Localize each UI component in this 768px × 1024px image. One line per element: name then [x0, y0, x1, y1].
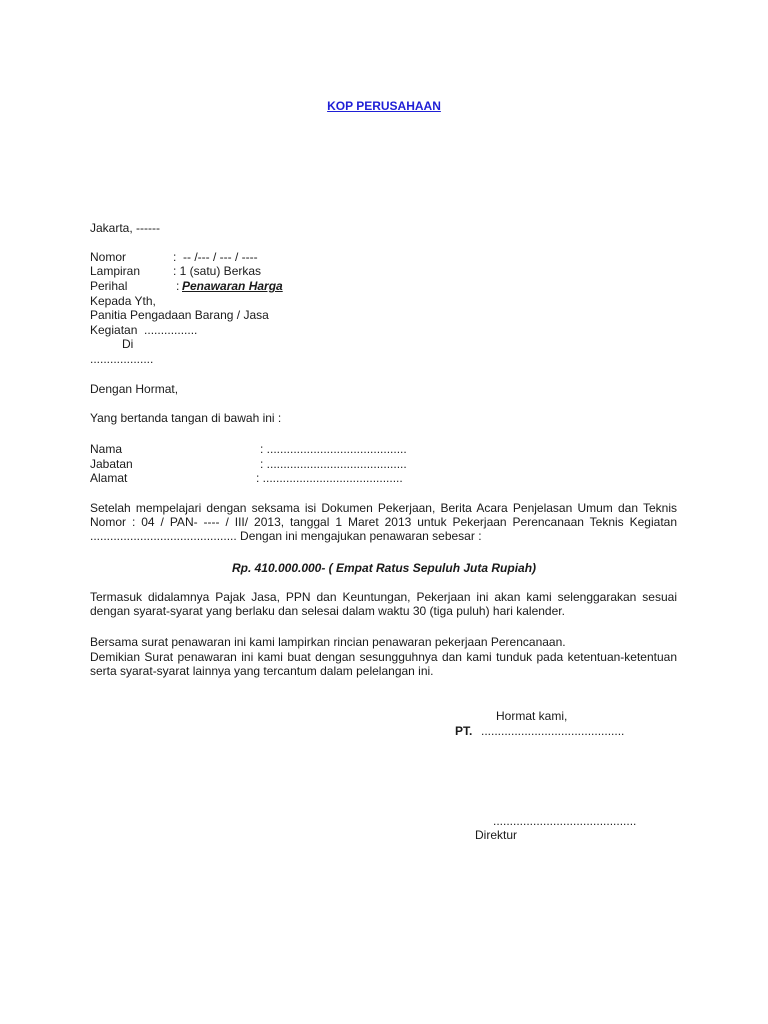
kop-perusahaan-heading[interactable]: KOP PERUSAHAAN — [327, 99, 441, 113]
perihal-value: Penawaran Harga — [182, 279, 283, 293]
paragraph-attachment: Bersama surat penawaran ini kami lampirkan rincian penawaran pekerjaan Perencanaan. — [90, 635, 566, 649]
greeting: Dengan Hormat, — [90, 382, 179, 396]
nomor-value: : -- /--- / --- / ---- — [173, 250, 258, 264]
intro-text: Yang bertanda tangan di bawah ini : — [90, 411, 282, 425]
hormat-kami: Hormat kami, — [496, 709, 568, 723]
pt-label: PT. — [455, 724, 473, 738]
nama-value: : .......................................... — [260, 442, 407, 456]
recipient-line-5: ................... — [90, 352, 154, 366]
perihal-label: Perihal — [90, 279, 128, 293]
paragraph-terms: Termasuk didalamnya Pajak Jasa, PPN dan Keuntungan, Pekerjaan ini akan kami selenggarakan sesuai dengan syarat-syarat yang berlaku dan selesai dalam waktu 30 (tiga puluh) hari kalender. — [90, 590, 677, 618]
recipient-line-2: Panitia Pengadaan Barang / Jasa — [90, 308, 269, 322]
lampiran-value: : 1 (satu) Berkas — [173, 264, 262, 278]
recipient-line-3: Kegiatan ................ — [90, 323, 198, 337]
recipient-line-4: Di — [122, 337, 134, 351]
place-date: Jakarta, ------ — [90, 221, 160, 235]
signature-line: ........................................... — [493, 814, 637, 828]
perihal-colon: : — [176, 279, 180, 293]
paragraph-offer: Setelah mempelajari dengan seksama isi Dokumen Pekerjaan, Berita Acara Penjelasan Umum dan Teknis Nomor : 04 / PAN- ---- / III/ 2013, tanggal 1 Maret 2013 untuk Pekerjaan Perencanaan Teknis Kegiatan ............................................ Dengan ini mengajukan penawaran sebesar : — [90, 501, 677, 543]
alamat-label: Alamat — [90, 471, 128, 485]
lampiran-label: Lampiran — [90, 264, 141, 278]
alamat-value: : .......................................... — [256, 471, 403, 485]
recipient-line-1: Kepada Yth, — [90, 294, 156, 308]
nama-label: Nama — [90, 442, 123, 456]
pt-company-name: ........................................... — [481, 724, 625, 738]
jabatan-value: : .......................................... — [260, 457, 407, 471]
jabatan-label: Jabatan — [90, 457, 133, 471]
nomor-label: Nomor — [90, 250, 127, 264]
signatory-title: Direktur — [475, 828, 518, 842]
paragraph-closing-statement: Demikian Surat penawaran ini kami buat dengan sesungguhnya dan kami tunduk pada ketentuan-ketentuan serta syarat-syarat lainnya yang tercantum dalam pelelangan ini. — [90, 650, 677, 678]
offer-amount: Rp. 410.000.000- ( Empat Ratus Sepuluh Juta Rupiah) — [231, 561, 537, 575]
